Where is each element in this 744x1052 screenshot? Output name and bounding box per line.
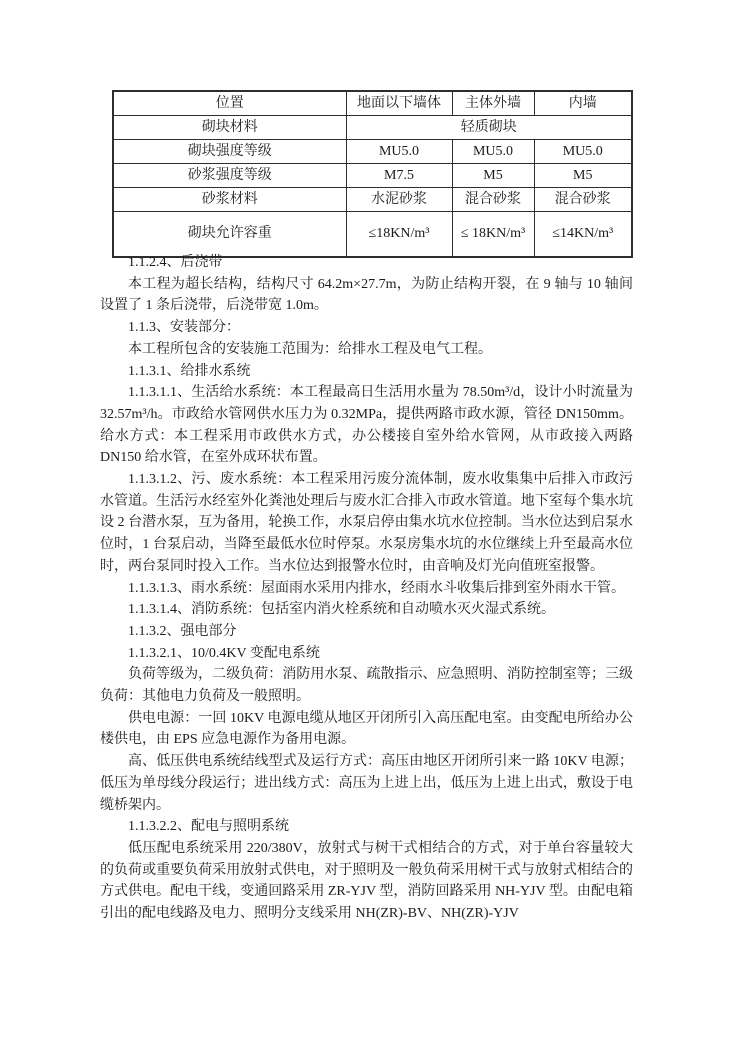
- heading-transformer-system: 1.1.3.2.1、10/0.4KV 变配电系统: [128, 645, 320, 661]
- table-cell: M5: [534, 164, 632, 188]
- table-cell: 砌块强度等级: [113, 140, 346, 164]
- paragraph: 1.1.3.1.3、雨水系统：屋面雨水采用内排水，经雨水斗收集后排到室外雨水干管。: [128, 580, 625, 596]
- heading-installation-part: 1.1.3、安装部分：: [128, 320, 240, 336]
- table-cell: ≤18KN/m³: [346, 212, 452, 258]
- table-row-mortar-material: [113, 188, 632, 212]
- table-cell: ≤ 18KN/m³: [452, 212, 534, 258]
- table-cell: 混合砂浆: [534, 188, 632, 212]
- paragraph: 本工程为超长结构，结构尺寸 64.2m×27.7m，为防止结构开裂，在 9 轴与 10 轴间设置了 1 条后浇带，后浇带宽 1.0m。: [100, 276, 633, 314]
- table-cell: 地面以下墙体: [346, 91, 452, 116]
- heading-post-cast-band: 1.1.2.4、后浇带: [128, 255, 223, 270]
- paragraph: 高、低压供电系统结线型式及运行方式：高压由地区开闭所引来一路 10KV 电源；低压为单母线分段运行；进出线方式：高压为上进上出，低压为上进上出式，敷设于电缆桥架内。: [100, 754, 633, 813]
- table-cell: 水泥砂浆: [346, 188, 452, 212]
- heading-strong-electric: 1.1.3.2、强电部分: [128, 623, 237, 639]
- paragraph: 低压配电系统采用 220/380V，放射式与树干式相结合的方式，对于单台容量较大的负荷或重要负荷采用放射式供电，对于照明及一般负荷采用树干式与放射式相结合的方式供电。配电干线，变通回路采用 ZR-YJV 型，消防回路采用 NH-YJV 型。由配电箱引出的配电线路及电力、照明分支线采用 NH(ZR)-BV、NH(ZR)-YJV: [100, 840, 633, 922]
- table-cell: 位置: [113, 91, 346, 116]
- table-cell: 混合砂浆: [452, 188, 534, 212]
- table-row-mortar-strength: [113, 164, 632, 188]
- table-cell: MU5.0: [346, 140, 452, 164]
- paragraph: 供电电源：一回 10KV 电源电缆从地区开闭所引入高压配电室。由变配电所给办公楼供电，由 EPS 应急电源作为备用电源。: [100, 710, 633, 748]
- table-cell: M7.5: [346, 164, 452, 188]
- heading-distribution-lighting: 1.1.3.2.2、配电与照明系统: [128, 819, 289, 835]
- table-cell: 主体外墙: [452, 91, 534, 116]
- table-cell: 砂浆强度等级: [113, 164, 346, 188]
- table-cell: 砂浆材料: [113, 188, 346, 212]
- table-row-position: [113, 91, 632, 116]
- table-cell: 砌块允许容重: [113, 212, 346, 258]
- document-body: [100, 252, 633, 925]
- table-cell: MU5.0: [534, 140, 632, 164]
- masonry-spec-table: [112, 90, 633, 258]
- paragraph: 1.1.3.1.2、污、废水系统：本工程采用污废分流体制，废水收集集中后排入市政污水管道。生活污水经室外化粪池处理后与废水汇合排入市政水管道。地下室每个集水坑设 2 台潜水泵，互为备用，轮换工作，水泵启停由集水坑水位控制。当水位达到启泵水位时，1 台泵启动，当降至最低水位时停泵。水泵房集水坑的水位继续上升至最高水位时，两台泵同时投入工作。当水位达到报警水位时，由音响及灯光向值班室报警。: [100, 472, 633, 574]
- heading-plumbing-system: 1.1.3.1、给排水系统: [128, 363, 251, 379]
- table-row-block-material: [113, 116, 632, 140]
- table-cell-merged: 轻质砌块: [346, 116, 632, 140]
- paragraph: 1.1.3.1.4、消防系统：包括室内消火栓系统和自动喷水灭火湿式系统。: [128, 602, 555, 618]
- table-cell: 内墙: [534, 91, 632, 116]
- table-row-allowed-weight: [113, 212, 632, 258]
- table-cell: 砌块材料: [113, 116, 346, 140]
- table-cell: M5: [452, 164, 534, 188]
- table-cell: MU5.0: [452, 140, 534, 164]
- paragraph: 本工程所包含的安装施工范围为：给排水工程及电气工程。: [128, 341, 492, 357]
- table-row-block-strength: [113, 140, 632, 164]
- paragraph: 1.1.3.1.1、生活给水系统：本工程最高日生活用水量为 78.50m³/d，设计小时流量为 32.57m³/h。市政给水管网供水压力为 0.32MPa，提供两路市政水源，管径 DN150mm。给水方式：本工程采用市政供水方式，办公楼接自室外给水管网，从市政接入两路 DN150 给水管，在室外成环状布置。: [100, 385, 633, 466]
- paragraph: 负荷等级为，二级负荷：消防用水泵、疏散指示、应急照明、消防控制室等；三级负荷：其他电力负荷及一般照明。: [100, 667, 633, 705]
- table-cell: ≤14KN/m³: [534, 212, 632, 258]
